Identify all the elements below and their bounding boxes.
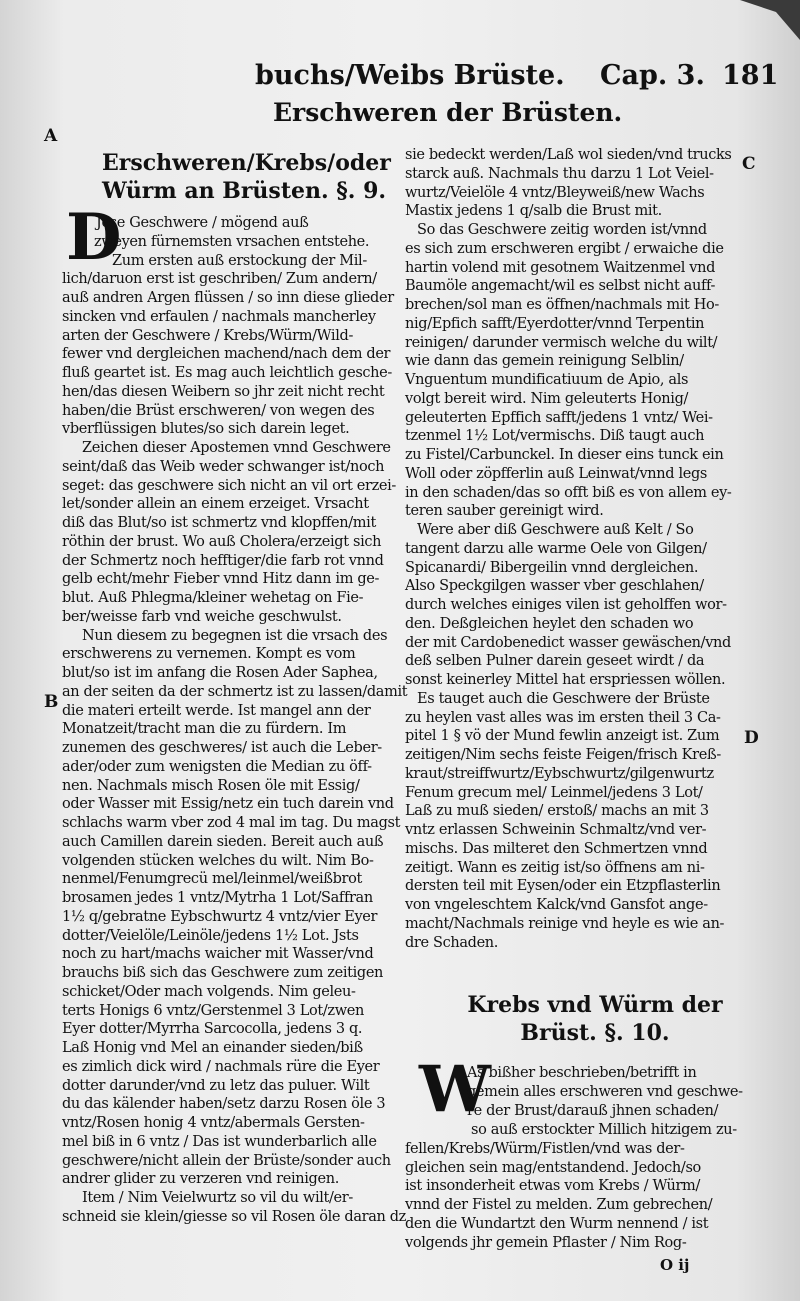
text-line: As bißher beschrieben/betrifft in [467, 1065, 697, 1081]
drop-capital-w: W [419, 1052, 491, 1127]
section-heading-10-line-1: Krebs vnd Würm der [467, 992, 723, 1018]
text-line: re der Brust/darauß jhnen schaden/ [467, 1102, 719, 1119]
text-line: nenmel/Fenumgrecü mel/leinmel/weißbrot [62, 871, 362, 888]
text-line: ist insonderheit etwas vom Krebs / Würm/ [405, 1178, 700, 1195]
text-line: dre Schaden. [405, 934, 499, 951]
text-line: der mit Cardobenedict wasser gewäschen/vnd [405, 634, 731, 651]
margin-letter-b: B [44, 692, 59, 712]
text-line: Laß zu muß sieden/ erstoß/ machs an mit 3 [405, 803, 709, 820]
margin-letter-c: C [742, 154, 756, 174]
margin-letter-a: A [44, 126, 58, 146]
text-line: fluß geartet ist. Es mag auch leichtlich gesche- [62, 365, 392, 381]
text-line: zweyen fürnemsten vrsachen entstehe. [94, 233, 370, 250]
text-line: Were aber diß Geschwere auß Kelt / So [417, 522, 694, 538]
text-line: volgenden stücken welches du wilt. Nim Bo- [62, 852, 374, 869]
text-line: Woll oder zöpfferlin auß Leinwat/vnnd legs [405, 465, 708, 482]
text-line: Laß Honig vnd Mel an einander sieden/biß [62, 1040, 363, 1056]
text-line: Monatzeit/tracht man die zu fürdern. Im [62, 721, 347, 738]
text-line: diß das Blut/so ist schmertz vnd klopffen/mit [62, 515, 376, 531]
text-line: volgt bereit wird. Nim geleuterts Honig/ [405, 390, 689, 407]
text-line: hartin volend mit gesotnem Waitzenmel vnd [405, 259, 716, 276]
text-line: lich/daruon erst ist geschriben/ Zum andern/ [62, 271, 377, 288]
text-line: hen/das diesen Weibern so jhr zeit nicht recht [62, 383, 385, 400]
text-line: auch Camillen darein sieden. Bereit auch auß [62, 833, 384, 850]
text-line: zeitigt. Wann es zeitig ist/so öffnens am ni- [405, 859, 705, 876]
text-line: der Schmertz noch hefftiger/die farb rot vnnd [62, 552, 384, 569]
text-line: fewer vnd dergleichen machend/nach dem der [62, 346, 391, 363]
text-line: es zimlich dick wird / nachmals rüre die Eyer [62, 1058, 380, 1075]
text-line: den. Deßgleichen heylet den schaden wo [405, 615, 694, 632]
running-head-title: buchs/Weibs Brüste. [255, 60, 565, 91]
text-line: reinigen/ darunder vermisch welche du wilt/ [405, 334, 718, 351]
text-line: dersten teil mit Eysen/oder ein Etzpflasterlin [405, 878, 721, 895]
text-line: Item / Nim Veielwurtz so vil du wilt/er- [82, 1190, 353, 1206]
text-line: andrer glider zu verzeren vnd reinigen. [62, 1171, 339, 1188]
text-line: vberflüssigen blutes/so sich darein leget. [62, 421, 350, 438]
text-line: geschwere/nicht allein der Brüste/sonder auch [62, 1152, 391, 1169]
text-line: Also Speckgilgen wasser vber geschlahen/ [405, 578, 704, 595]
text-line: den die Wundartzt den Wurm nennend / ist [405, 1216, 709, 1233]
text-line: macht/Nachmals reinige vnd heyle es wie an- [405, 915, 725, 932]
text-line: schlachs warm vber zod 4 mal im tag. Du magst [62, 815, 401, 831]
text-line: zunemen des geschweres/ ist auch die Leber- [62, 740, 382, 756]
signature-mark: O ij [660, 1256, 690, 1274]
text-line: die materi erteilt werde. Ist mangel ann der [62, 702, 371, 719]
text-line: durch welches einiges vilen ist geholffen wor- [405, 597, 727, 613]
text-line: gelb echt/mehr Fieber vnnd Hitz dann im ge- [62, 571, 380, 588]
text-line: wie dann das gemein reinigung Selblin/ [405, 353, 684, 370]
text-line: gleichen sein mag/entstandend. Jedoch/so [405, 1159, 701, 1176]
text-line: auß andren Argen flüssen / so inn diese glieder [62, 290, 394, 306]
text-line: 1½ q/gebratne Eybschwurtz 4 vntz/vier Eyer [62, 908, 378, 925]
text-line: brauchs biß sich das Geschwere zum zeitigen [62, 965, 384, 981]
text-line: zeitigen/Nim sechs feiste Feigen/frisch Kreß- [405, 747, 721, 763]
text-line: mel biß in 6 vntz / Das ist wunderbarlich alle [62, 1133, 377, 1150]
running-head [255, 60, 779, 94]
text-line: seint/daß das Weib weder schwanger ist/noch [62, 458, 385, 475]
section-heading-9-line-1: Erschweren/Krebs/oder [102, 150, 391, 176]
text-line: Nun diesem zu begegnen ist die vrsach des [82, 627, 388, 644]
text-line: Zum ersten auß erstockung der Mil- [112, 252, 367, 269]
text-line: dotter darunder/vnd zu letz das puluer. Wilt [62, 1077, 370, 1094]
text-line: kraut/streiffwurtz/Eybschwurtz/gilgenwurtz [405, 765, 714, 782]
margin-letter-d: D [744, 728, 759, 748]
text-line: oder Wasser mit Essig/netz ein tuch darein vnd [62, 796, 394, 813]
text-line: let/sonder allein an einem erzeiget. Vrsacht [62, 496, 369, 513]
text-line: Mastix jedens 1 q/salb die Brust mit. [405, 203, 662, 220]
text-line: noch zu hart/machs waicher mit Wasser/vnd [62, 946, 374, 963]
text-line: haben/die Brüst erschweren/ von wegen des [62, 402, 375, 419]
text-line: volgends jhr gemein Pflaster / Nim Rog- [405, 1235, 687, 1252]
text-line: zu heylen vast alles was im ersten theil 3 Ca- [405, 709, 721, 726]
text-line: von vngeleschtem Kalck/vnd Gansfot ange- [405, 897, 708, 913]
text-line: Eyer dotter/Myrrha Sarcocolla, jedens 3 q. [62, 1021, 363, 1038]
text-line: starck auß. Nachmals thu darzu 1 Lot Veiel- [405, 165, 714, 182]
text-line: Baumöle angemacht/wil es selbst nicht auff- [405, 278, 716, 295]
text-line: blut. Auß Phlegma/kleiner wehetag on Fie- [62, 590, 364, 606]
text-line: schicket/Oder mach volgends. Nim geleu- [62, 983, 356, 1000]
text-line: seget: das geschwere sich nicht an vil ort erzei- [62, 477, 396, 494]
section-heading-9-line-2: Würm an Brüsten. §. 9. [102, 178, 387, 204]
text-line: an der seiten da der schmertz ist zu lassen/damit [62, 683, 408, 700]
text-line: erschwerens zu vernemen. Kompt es vom [62, 646, 356, 663]
text-line: mischs. Das milteret den Schmertzen vnnd [405, 840, 708, 857]
text-line: brosamen jedes 1 vntz/Mytrha 1 Lot/Saffran [62, 890, 373, 906]
text-line: in den schaden/das so offt biß es von allem ey- [405, 484, 732, 501]
text-line: nen. Nachmals misch Rosen öle mit Essig/ [62, 777, 360, 794]
text-line: dotter/Veielöle/Leinöle/jedens 1½ Lot. Jsts [62, 927, 359, 944]
text-line: zu Fistel/Carbunckel. In dieser eins tunck ein [405, 447, 724, 463]
text-line: ber/weisse farb vnd weiche geschwulst. [62, 608, 342, 625]
text-line: so auß erstockter Millich hitzigem zu- [471, 1121, 737, 1138]
text-line: sincken vnd erfaulen / nachmals mancherley [62, 308, 376, 325]
text-line: Spicanardi/ Bibergeilin vnnd dergleichen. [405, 559, 699, 576]
text-line: Jese Geschwere / mögend auß [96, 215, 309, 231]
text-line: ader/oder zum wenigsten die Median zu öff- [62, 758, 372, 775]
text-line: Fenum grecum mel/ Leinmel/jedens 3 Lot/ [405, 784, 703, 801]
text-line: Es tauget auch die Geschwere der Brüste [417, 690, 710, 707]
text-line: gemein alles erschweren vnd geschwe- [467, 1083, 743, 1100]
folio-number: 181 [722, 60, 779, 91]
text-line: brechen/sol man es öffnen/nachmals mit Ho- [405, 297, 719, 313]
text-line: teren sauber gereinigt wird. [405, 503, 604, 520]
text-line: terts Honigs 6 vntz/Gerstenmel 3 Lot/zwen [62, 1002, 365, 1019]
text-line: es sich zum erschweren ergibt / erwaiche die [405, 240, 724, 257]
text-line: vntz/Rosen honig 4 vntz/abermals Gersten- [62, 1115, 365, 1131]
text-line: fellen/Krebs/Würm/Fistlen/vnd was der- [405, 1140, 685, 1157]
text-line: arten der Geschwere / Krebs/Würm/Wild- [62, 327, 353, 344]
text-line: geleuterten Epffich safft/jedens 1 vntz/ Wei- [405, 409, 713, 426]
page-title: Erschweren der Brüsten. [273, 98, 623, 127]
text-line: vntz erlassen Schweinin Schmaltz/vnd ver- [405, 822, 707, 838]
text-line: tzenmel 1½ Lot/vermischs. Diß taugt auch [405, 428, 705, 445]
text-line: Zeichen dieser Apostemen vnnd Geschwere [82, 440, 391, 456]
text-line: sie bedeckt werden/Laß wol sieden/vnd trucks [405, 147, 732, 163]
text-line: deß selben Pulner darein geseet wirdt / da [405, 653, 705, 670]
text-line: röthin der brust. Wo auß Cholera/erzeigt sich [62, 533, 382, 550]
torn-corner [740, 0, 800, 40]
text-line: schneid sie klein/giesse so vil Rosen öle daran dz [62, 1208, 406, 1225]
text-line: sonst keinerley Mittel hat erspriessen wöllen. [405, 672, 726, 688]
running-head-chapter: Cap. 3. [600, 60, 705, 91]
text-line: wurtz/Veielöle 4 vntz/Bleyweiß/new Wachs [405, 184, 705, 201]
text-line: tangent darzu alle warme Oele von Gilgen/ [405, 540, 707, 557]
text-line: pitel 1 § vö der Mund fewlin anzeigt ist. Zum [405, 728, 720, 745]
text-line: nig/Epfich safft/Eyerdotter/vnnd Terpentin [405, 315, 705, 332]
text-line: du das kälender haben/setz darzu Rosen öle 3 [62, 1096, 386, 1113]
drop-capital-d: D [66, 200, 122, 275]
text-line: Vnguentum mundificatiuum de Apio, als [405, 372, 689, 388]
text-line: blut/so ist im anfang die Rosen Ader Saphea, [62, 665, 378, 681]
text-line: vnnd der Fistel zu melden. Zum gebrechen/ [405, 1197, 713, 1214]
section-heading-10-line-2: Brüst. §. 10. [520, 1020, 670, 1046]
text-line: So das Geschwere zeitig worden ist/vnnd [417, 222, 707, 238]
